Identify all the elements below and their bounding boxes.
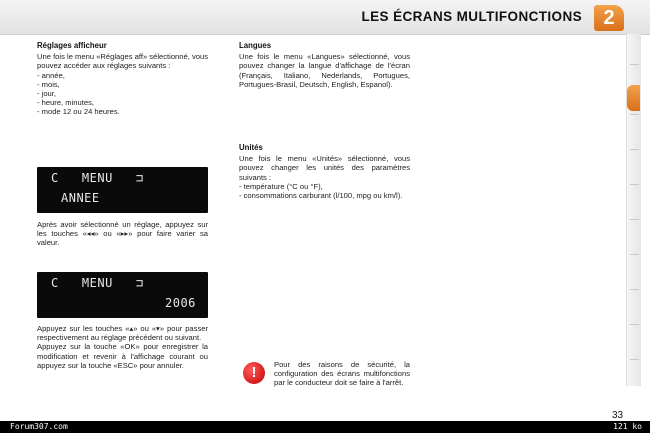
rail-tick <box>630 114 639 115</box>
languages-text: Une fois le menu «Langues» sélectionné, vous pouvez changer la langue d'affichage de l'écran (Français, Italiano, Nederlands, Portugues, Portugues-Brasil, Deutsch, English, Espanol). <box>239 52 410 89</box>
validation-text: Appuyez sur la touche «OK» pour enregistrer la modification et revenir à l'affichage courant ou appuyez sur la touche «ESC» pour annuler. <box>37 342 208 370</box>
units-section <box>239 143 410 200</box>
safety-warning <box>274 360 410 388</box>
value-change-text: Après avoir sélectionné un réglage, appuyez sur les touches «◂◂» ou «▸▸» pour faire varier sa valeur. <box>37 220 208 248</box>
rail-tick <box>630 184 639 185</box>
source-site-label: Forum307.com <box>10 422 68 431</box>
active-chapter-tab[interactable] <box>627 85 640 111</box>
file-size-label: 121 ko <box>613 422 642 431</box>
languages-section <box>239 41 410 89</box>
page-header <box>0 0 650 35</box>
list-item: - mois, <box>37 79 60 89</box>
rail-tick <box>630 289 639 290</box>
units-heading: Unités <box>239 143 263 152</box>
value-change-instructions <box>37 220 208 248</box>
units-intro: Une fois le menu «Unités» sélectionné, vous pouvez changer les unités des paramètres suivants : <box>239 154 410 182</box>
list-item: - consommations carburant (l/100, mpg ou km/l). <box>239 191 403 201</box>
display-menu-row: C MENU ⊐ <box>51 171 144 185</box>
list-item: - jour, <box>37 89 56 99</box>
menu-display-year <box>37 167 208 213</box>
rail-tick <box>630 359 639 360</box>
display-settings-intro: Une fois le menu «Réglages aff» sélectionné, vous pouvez accéder aux réglages suivants : <box>37 52 208 71</box>
rail-tick <box>630 64 639 65</box>
display-value-row: 2006 <box>165 296 196 310</box>
safety-warning-text: Pour des raisons de sécurité, la configuration des écrans multifonctions par le conducteur doit se faire à l'arrêt. <box>274 360 410 388</box>
display-settings-heading: Réglages afficheur <box>37 41 107 50</box>
languages-heading: Langues <box>239 41 272 50</box>
warning-icon: ! <box>243 362 265 384</box>
display-settings-list <box>37 71 208 117</box>
page-number: 33 <box>612 410 624 421</box>
source-footer-bar <box>0 421 650 433</box>
chapter-title: LES ÉCRANS MULTIFONCTIONS <box>361 9 582 24</box>
display-menu-row: C MENU ⊐ <box>51 276 144 290</box>
navigation-text: Appuyez sur les touches «▴» ou «▾» pour passer respectivement au réglage précédent ou suivant. <box>37 324 208 343</box>
display-settings-section <box>37 41 208 117</box>
navigation-instructions <box>37 324 208 370</box>
rail-tick <box>630 254 639 255</box>
list-item: - heure, minutes, <box>37 98 94 108</box>
display-value-row: ANNEE <box>61 191 100 205</box>
list-item: - mode 12 ou 24 heures. <box>37 107 120 117</box>
list-item: - température (°C ou °F), <box>239 181 323 191</box>
units-list <box>239 182 410 200</box>
rail-tick <box>630 219 639 220</box>
chapter-number-badge: 2 <box>594 5 624 31</box>
rail-tick <box>630 324 639 325</box>
list-item: - année, <box>37 70 65 80</box>
menu-display-2006 <box>37 272 208 318</box>
rail-tick <box>630 149 639 150</box>
